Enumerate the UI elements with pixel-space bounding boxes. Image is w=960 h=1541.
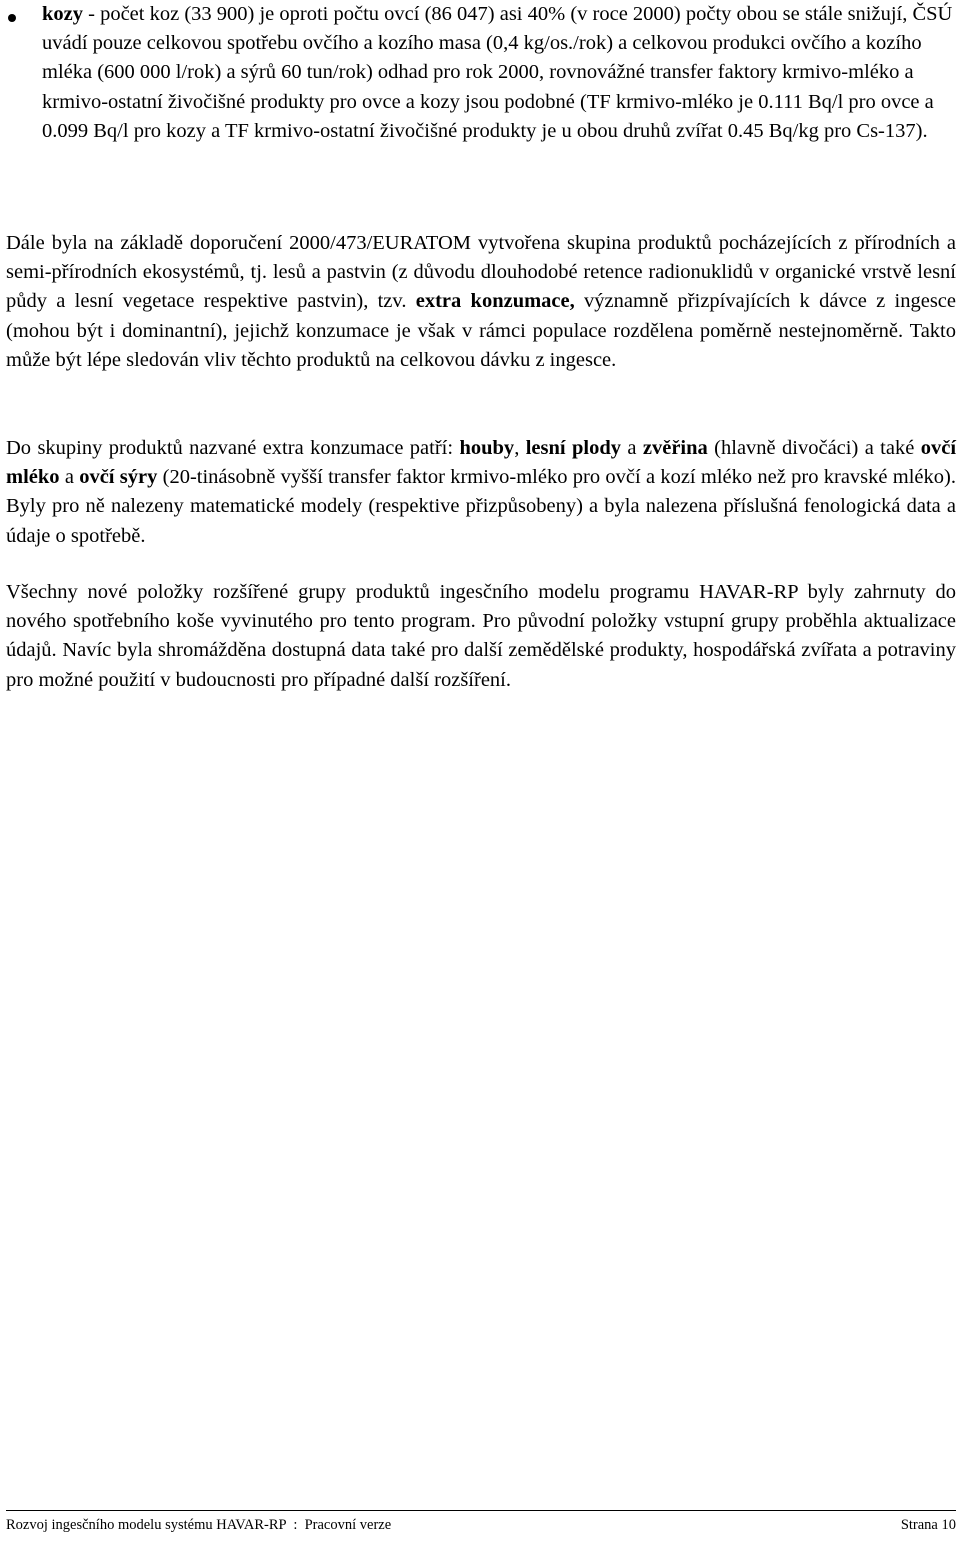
paragraph-text: a [620, 437, 643, 459]
bold-term: extra konzumace, [415, 290, 575, 313]
bold-term: ovčí mléko [6, 437, 957, 489]
paragraph-havar-rp: Všechny nové položky rozšířené grupy produktů ingesčního modelu programu HAVAR-RP byly zahrnuty do nového spotřebního koše vyvinutého pro tento program. Pro původní položky vstupní grupy proběhla aktualizace údajů. Navíc byla shromážděna dostupná data také pro další zemědělské produkty, hospodářská zvířata a potraviny pro možné použití v budoucnosti pro případné další rozšíření. [6, 581, 956, 691]
paragraph-text: Do skupiny produktů nazvané extra konzumace patří: [6, 437, 460, 459]
page-footer [6, 1510, 956, 1535]
page-number: Strana 10 [900, 1517, 956, 1533]
paragraph-text: (20-tinásobně vyšší transfer faktor krmivo-mléko pro ovčí a kozí mléko než pro kravské mléko). Byly pro ně nalezeny matematické modely (respektive přizpůsobeny) a byla nalezena příslušná fenologická data a údaje o spotřebě. [6, 466, 956, 547]
bullet-body: - počet koz (33 900) je oproti počtu ovcí (86 047) asi 40% (v roce 2000) počty obou se stále snižují, ČSÚ uvádí pouze celkovou spotřebu ovčího a kozího masa (0,4 kg/os./rok) a celkovou produkci ovčího a kozího mléka (600 000 l/rok) a sýrů 60 tun/rok) odhad pro rok 2000, rovnovážné transfer faktory krmivo-mléko a krmivo-ostatní živočišné produkty pro ovce a kozy jsou podobné (TF krmivo-mléko je 0.111 Bq/l pro ovce a 0.099 Bq/l pro kozy a TF krmivo-ostatní živočišné produkty je u obou druhů zvířat 0.45 Bq/kg pro Cs-137). [42, 3, 953, 142]
footer-title: Rozvoj ingesčního modelu systému HAVAR-RP : Pracovní verze [6, 1517, 392, 1533]
bullet-item-kozy [42, 0, 954, 146]
bold-term: houby [459, 437, 515, 459]
paragraph-text: Dále byla na základě doporučení 2000/473/EURATOM vytvořena skupina produktů pocházejících z přírodních a semi-přírodních ekosystémů, tj. lesů a pastvin (z důvodu dlouhodobé retence radionuklidů v organické vrstvě lesní půdy a lesní vegetace respektive pastvin), tzv. [6, 232, 956, 313]
paragraph-product-group [6, 434, 956, 551]
paragraph-text: (hlavně divočáci) a také [707, 437, 921, 459]
paragraph-text: významně přizpívajících k dávce z ingesce (mohou být i dominantní), jejichž konzumace je však v rámci populace rozdělena poměrně nestejnoměrně. Takto může být lépe sledován vliv těchto produktů na celkovou dávku z ingesce. [6, 290, 956, 371]
bold-term: zvěřina [642, 437, 708, 459]
paragraph-text: , [514, 437, 526, 459]
paragraph-text: a [59, 466, 80, 489]
bullet-text [42, 0, 954, 146]
bold-term: ovčí sýry [79, 466, 158, 489]
paragraph-extra-konzumace [6, 229, 956, 375]
bullet-point [8, 14, 16, 22]
bold-term: lesní plody [525, 437, 621, 459]
bullet-lead: kozy [42, 3, 83, 25]
